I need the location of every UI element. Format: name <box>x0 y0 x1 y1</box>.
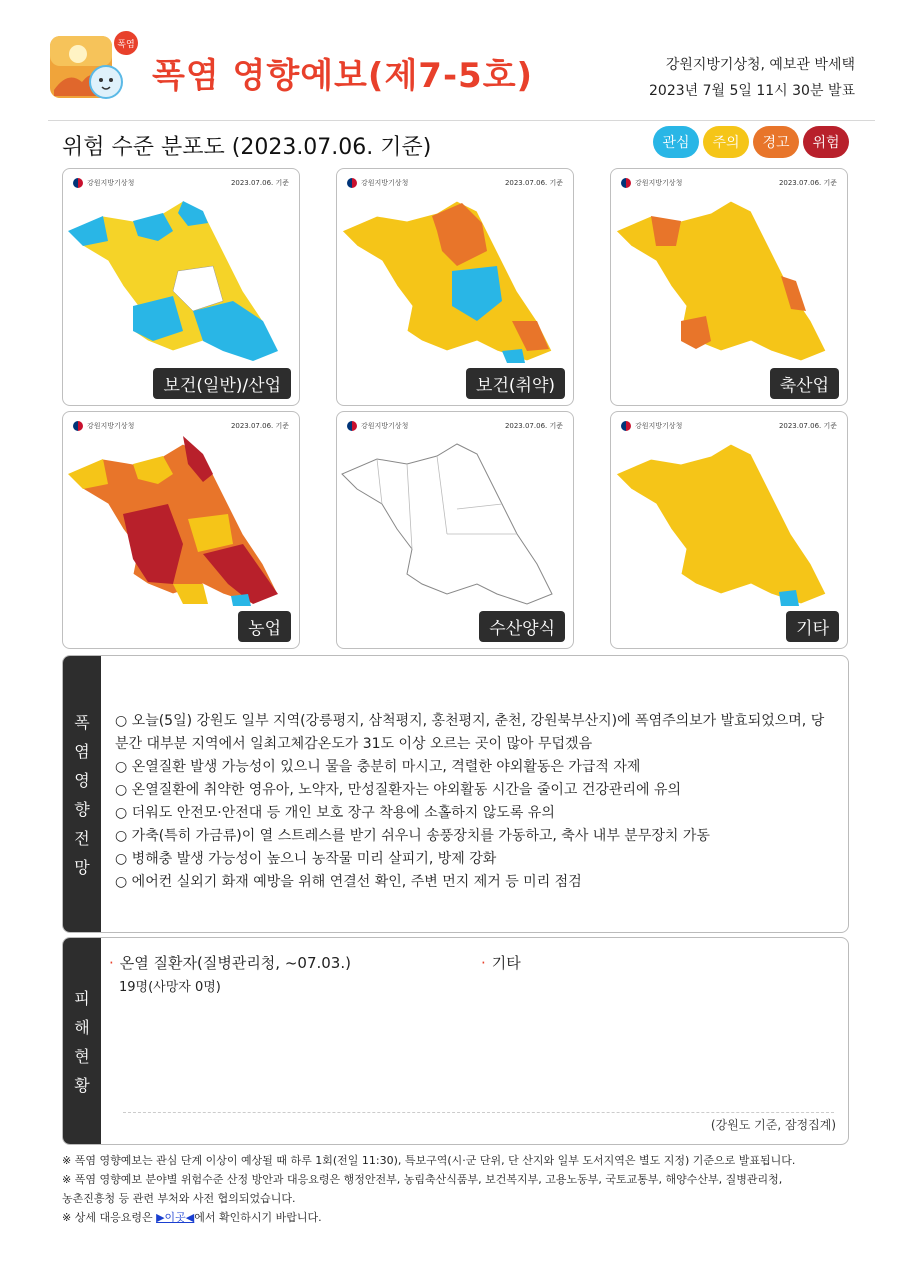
map-date: 2023.07.06. 기준 <box>778 422 837 430</box>
gangwon-map-livestock <box>611 191 848 381</box>
heatwave-logo-icon <box>48 30 144 110</box>
heat-illness-title: 온열 질환자(질병관리청, ~07.03.) <box>119 954 351 972</box>
heat-illness-heading: · 온열 질환자(질병관리청, ~07.03.) <box>109 954 351 972</box>
other-damage-title: 기타 <box>491 954 521 972</box>
government-emblem-icon <box>73 421 83 431</box>
tab-char: 영 <box>74 771 90 790</box>
header-divider <box>48 120 875 121</box>
map-date: 2023.07.06. 기준 <box>504 179 563 187</box>
map-agency: 강원지방기상청 <box>87 422 135 430</box>
government-emblem-icon <box>621 178 631 188</box>
details-link[interactable]: ▶이곳◀ <box>156 1211 195 1224</box>
tab-char: 현 <box>74 1047 90 1066</box>
map-card-agriculture <box>62 411 300 649</box>
map-date: 2023.07.06. 기준 <box>230 179 289 187</box>
forecast-item: ○ 오늘(5일) 강원도 일부 지역(강릉평지, 삼척평지, 홍천평지, 춘천, 강원북부산지)에 폭염주의보가 발효되었으며, 당분간 대부분 지역에서 일최고체감온도가 31도 이상 오르는 곳이 많아 무덥겠음 <box>115 713 825 752</box>
government-emblem-icon <box>73 178 83 188</box>
map-label: 보건(취약) <box>466 368 565 399</box>
map-date: 2023.07.06. 기준 <box>230 422 289 430</box>
damage-divider <box>123 1112 834 1113</box>
map-date: 2023.07.06. 기준 <box>504 422 563 430</box>
other-damage-heading: · 기타 <box>481 954 521 972</box>
tab-char: 향 <box>74 800 90 819</box>
forecast-box <box>62 655 849 933</box>
damage-box <box>62 937 849 1145</box>
map-agency: 강원지방기상청 <box>635 422 683 430</box>
map-card-health-general <box>62 168 300 406</box>
gangwon-map-health-general <box>63 191 300 381</box>
forecast-item: ○ 에어컨 실외기 화재 예방을 위해 연결선 확인, 주변 먼지 제거 등 미리 점검 <box>115 874 582 890</box>
map-agency: 강원지방기상청 <box>87 179 135 187</box>
gangwon-map-other <box>611 434 848 624</box>
map-label: 보건(일반)/산업 <box>153 368 291 399</box>
footnote: 농촌진흥청 등 관련 부처와 사전 협의되었습니다. <box>62 1192 296 1205</box>
map-label: 기타 <box>786 611 839 642</box>
heat-illness-count: 19명(사망자 0명) <box>119 980 221 995</box>
footnote: ※ 폭염 영향예보는 관심 단계 이상이 예상될 때 하루 1회(전일 11:30), 특보구역(시·군 단위, 단 산지와 일부 도서지역은 별도 지정) 기준으로 발표됩니다. <box>62 1154 796 1167</box>
footnotes <box>62 1151 852 1227</box>
tab-char: 전 <box>74 829 90 848</box>
forecast-item: ○ 더워도 안전모·안전대 등 개인 보호 장구 착용에 소홀하지 않도록 유의 <box>115 805 555 821</box>
damage-side-tab <box>63 938 101 1144</box>
tab-char: 피 <box>74 989 90 1008</box>
legend-warning: 경고 <box>753 126 799 158</box>
map-agency: 강원지방기상청 <box>361 179 409 187</box>
gangwon-map-aquaculture <box>337 434 574 624</box>
forecast-item: ○ 병해충 발생 가능성이 높으니 농작물 미리 살피기, 방제 강화 <box>115 851 497 867</box>
legend-caution: 주의 <box>703 126 749 158</box>
section-title: 위험 수준 분포도 (2023.07.06. 기준) <box>62 135 432 160</box>
gangwon-map-health-vulnerable <box>337 191 574 381</box>
government-emblem-icon <box>621 421 631 431</box>
footnote-suffix: 에서 확인하시기 바랍니다. <box>194 1211 322 1224</box>
map-card-health-vulnerable <box>336 168 574 406</box>
issuer-info <box>649 52 855 104</box>
page-title: 폭염 영향예보(제7-5호) <box>152 56 534 96</box>
tab-char: 황 <box>74 1076 90 1095</box>
map-agency: 강원지방기상청 <box>635 179 683 187</box>
government-emblem-icon <box>347 178 357 188</box>
map-card-livestock <box>610 168 848 406</box>
footnote: ※ 폭염 영향예보 분야별 위험수준 산정 방안과 대응요령은 행정안전부, 농림축산식품부, 보건복지부, 고용노동부, 국토교통부, 해양수산부, 질병관리청, <box>62 1173 783 1186</box>
forecast-item: ○ 온열질환에 취약한 영유아, 노약자, 만성질환자는 야외활동 시간을 줄이고 건강관리에 유의 <box>115 782 682 798</box>
map-label: 축산업 <box>770 368 839 399</box>
logo-badge: 폭염 <box>117 40 135 50</box>
map-label: 수산양식 <box>479 611 565 642</box>
tab-char: 염 <box>74 742 90 761</box>
footnote-prefix: ※ 상세 대응요령은 <box>62 1211 157 1224</box>
gangwon-map-agriculture <box>63 434 300 624</box>
forecast-item: ○ 온열질환 발생 가능성이 있으니 물을 충분히 마시고, 격렬한 야외활동은 가급적 자제 <box>115 759 641 775</box>
risk-legend <box>653 126 849 158</box>
legend-interest: 관심 <box>653 126 699 158</box>
map-agency: 강원지방기상청 <box>361 422 409 430</box>
tab-char: 해 <box>74 1018 90 1037</box>
map-card-other <box>610 411 848 649</box>
map-label: 농업 <box>238 611 291 642</box>
map-card-aquaculture <box>336 411 574 649</box>
forecast-list <box>115 710 828 894</box>
government-emblem-icon <box>347 421 357 431</box>
forecast-side-tab <box>63 656 101 932</box>
footnote <box>62 1208 852 1227</box>
tab-char: 폭 <box>74 713 90 732</box>
issuer-line: 강원지방기상청, 예보관 박세택 <box>665 57 855 73</box>
map-date: 2023.07.06. 기준 <box>778 179 837 187</box>
legend-danger: 위험 <box>803 126 849 158</box>
tab-char: 망 <box>74 858 90 877</box>
issue-time: 2023년 7월 5일 11시 30분 발표 <box>649 83 855 99</box>
forecast-item: ○ 가축(특히 가금류)이 열 스트레스를 받기 쉬우니 송풍장치를 가동하고, 축사 내부 분무장치 가동 <box>115 828 710 844</box>
damage-note: (강원도 기준, 잠정집계) <box>710 1118 836 1132</box>
